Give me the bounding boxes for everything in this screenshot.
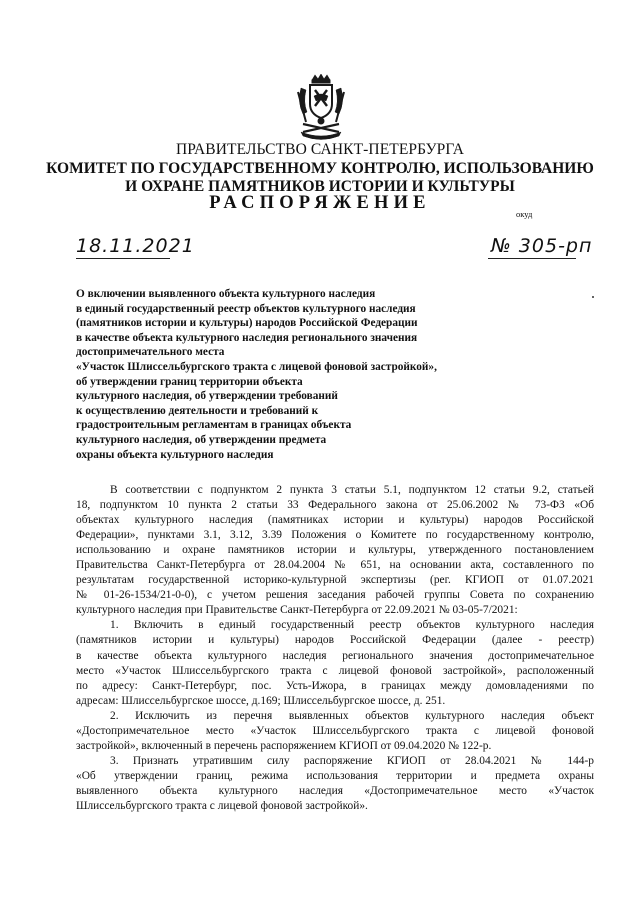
title-line: О включении выявленного объекта культурного наследия: [76, 288, 376, 300]
body-line: 1. Включить в единый государственный реестр объектов культурного наследия: [110, 619, 594, 632]
okud-label: окуд: [516, 209, 533, 219]
title-line: к осуществлению деятельности и требований к: [76, 404, 319, 417]
committee-name-line1: КОМИТЕТ ПО ГОСУДАРСТВЕННОМУ КОНТРОЛЮ, ИСПОЛЬЗОВАНИЮ: [46, 160, 594, 177]
body-line: объектах культурного наследия (памятниках истории и культуры) народов Российской: [76, 514, 594, 527]
title-line: культурного наследия, об утверждении требований: [76, 390, 338, 403]
body-line: № 01-26-1534/21-0-0), с учетом решения заседания рабочей группы Совета по сохранению: [76, 589, 594, 602]
body-line: в качестве объекта культурного наследия регионального значения достопримечательное: [76, 649, 594, 662]
title-line: в единый государственный реестр объектов культурного наследия: [76, 302, 416, 315]
title-line: достопримечательного места: [76, 346, 225, 359]
coat-of-arms-emblem: [293, 74, 349, 140]
document-title: [76, 287, 437, 462]
title-line: об утверждении границ территории объекта: [76, 375, 303, 388]
document-type: РАСПОРЯЖЕНИЕ: [209, 193, 431, 213]
body-line: «Достопримечательное место «Участок Шлиссельбургского тракта с лицевой фоновой: [76, 724, 594, 737]
body-line: культурного наследия при Правительстве Санкт-Петербурга от 22.09.2021 № 03-05-7/2021:: [76, 604, 518, 617]
body-line: 2. Исключить из перечня выявленных объектов культурного наследия объект: [110, 709, 594, 722]
body-line: 3. Признать утратившим силу распоряжение КГИОП от 28.04.2021 № 144-р: [110, 754, 594, 767]
body-line: Шлиссельбургского тракта с лицевой фоновой застройкой».: [76, 799, 368, 812]
body-line: 18, подпунктом 10 пункта 2 статьи 33 Федерального закона от 25.06.2002 № 73-ФЗ «Об: [76, 499, 594, 512]
title-line: градостроительным регламентам в границах объекта: [76, 419, 352, 432]
body-line: выявленного объекта культурного наследия «Достопримечательное место «Участок: [76, 784, 594, 797]
body-line: результатам государственной историко-культурной экспертизы (рег. КГИОП от 01.07.2021: [76, 574, 594, 587]
committee-name-line2: И ОХРАНЕ ПАМЯТНИКОВ ИСТОРИИ И КУЛЬТУРЫ: [125, 178, 515, 195]
body-line: адресам: Шлиссельбургское шоссе, д.169; Шлиссельбургское шоссе, д. 251.: [76, 694, 446, 707]
title-line: культурного наследия, об утверждении предмета: [76, 433, 327, 446]
date-underline: [76, 258, 170, 259]
body-line: «Об утверждении границ, режима использования территории и предмета охраны: [76, 769, 594, 782]
body-line: Федерации», пунктами 3.1, 3.12, 3.39 Положения о Комитете по государственному контролю,: [76, 529, 594, 542]
margin-dot: [592, 296, 594, 298]
document-date: 18.11.2021: [76, 235, 195, 257]
body-line: по адресу: Санкт-Петербург, пос. Усть-Ижора, в границах между домовладениями по: [76, 679, 594, 692]
title-line: в качестве объекта культурного наследия регионального значения: [76, 331, 418, 344]
body-line: Правительства Санкт-Петербурга от 28.04.2004 № 651, на основании акта, составленного по: [76, 559, 594, 572]
government-name: ПРАВИТЕЛЬСТВО САНКТ-ПЕТЕРБУРГА: [175, 141, 465, 158]
title-line: «Участок Шлиссельбургского тракта с лицевой фоновой застройкой»,: [76, 360, 437, 373]
body-line: В соответствии с подпунктом 2 пункта 3 статьи 5.1, подпунктом 12 статьи 9.2, статьей: [110, 484, 594, 496]
body-line: (памятников истории и культуры) народов Российской Федерации (далее - реестр): [76, 634, 594, 647]
document-number: № 305-рп: [491, 235, 593, 257]
body-line: место «Участок Шлиссельбургского тракта с лицевой фоновой застройкой», расположенный: [76, 664, 594, 677]
title-line: (памятников истории и культуры) народов Российской Федерации: [76, 317, 418, 330]
document-body: [76, 483, 594, 814]
title-line: охраны объекта культурного наследия: [76, 448, 274, 461]
number-underline: [488, 258, 576, 259]
body-line: застройкой», включенный в перечень распоряжением КГИОП от 09.04.2020 № 122-р.: [76, 739, 492, 752]
body-line: использованию и охране памятников истории и культуры, утвержденного постановлением: [76, 544, 594, 557]
